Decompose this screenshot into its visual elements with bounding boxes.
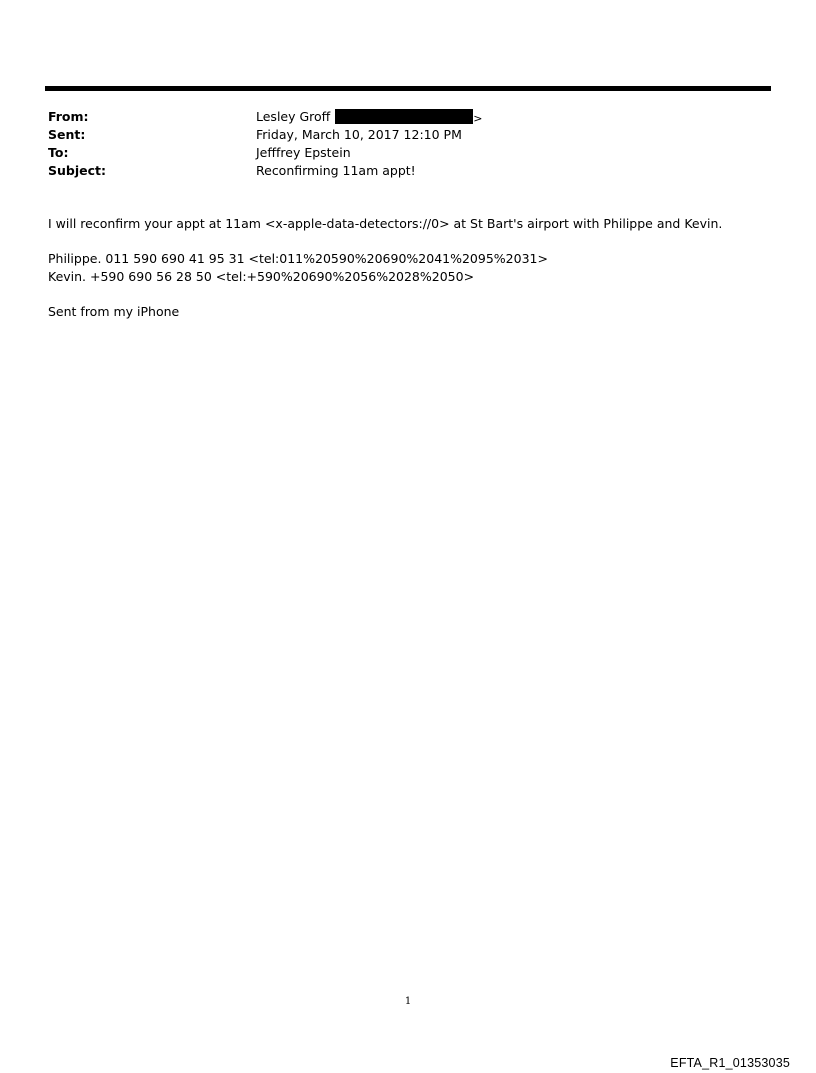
subject-label: Subject:	[48, 163, 106, 178]
sent-row	[48, 126, 748, 144]
subject-value: Reconfirming 11am appt!	[256, 163, 416, 178]
phone-line-kevin: Kevin. +590 690 56 28 50 <tel:+590%20690%2056%2028%2050>	[48, 269, 475, 284]
phone-numbers	[48, 250, 768, 286]
to-row	[48, 144, 748, 162]
from-value	[256, 108, 483, 127]
redaction-box	[335, 109, 473, 124]
from-label: From:	[48, 109, 89, 124]
to-value: Jefffrey Epstein	[256, 145, 351, 160]
email-body	[48, 215, 768, 338]
signature: Sent from my iPhone	[48, 304, 180, 319]
sender-email-tail: >	[473, 112, 483, 125]
to-label: To:	[48, 145, 69, 160]
phone-line-philippe: Philippe. 011 590 690 41 95 31 <tel:011%20590%20690%2041%2095%2031>	[48, 251, 548, 266]
email-header	[48, 108, 748, 180]
sent-label: Sent:	[48, 127, 86, 142]
body-paragraph: I will reconfirm your appt at 11am <x-apple-data-detectors://0> at St Bart's airport with Philippe and Kevin.	[48, 216, 723, 231]
header-divider	[45, 86, 771, 91]
sender-name: Lesley Groff	[256, 109, 331, 124]
sent-value: Friday, March 10, 2017 12:10 PM	[256, 127, 462, 142]
page-number: 1	[404, 996, 412, 1007]
subject-row	[48, 162, 748, 180]
from-row	[48, 108, 748, 126]
bates-number: EFTA_R1_01353035	[670, 1056, 790, 1070]
